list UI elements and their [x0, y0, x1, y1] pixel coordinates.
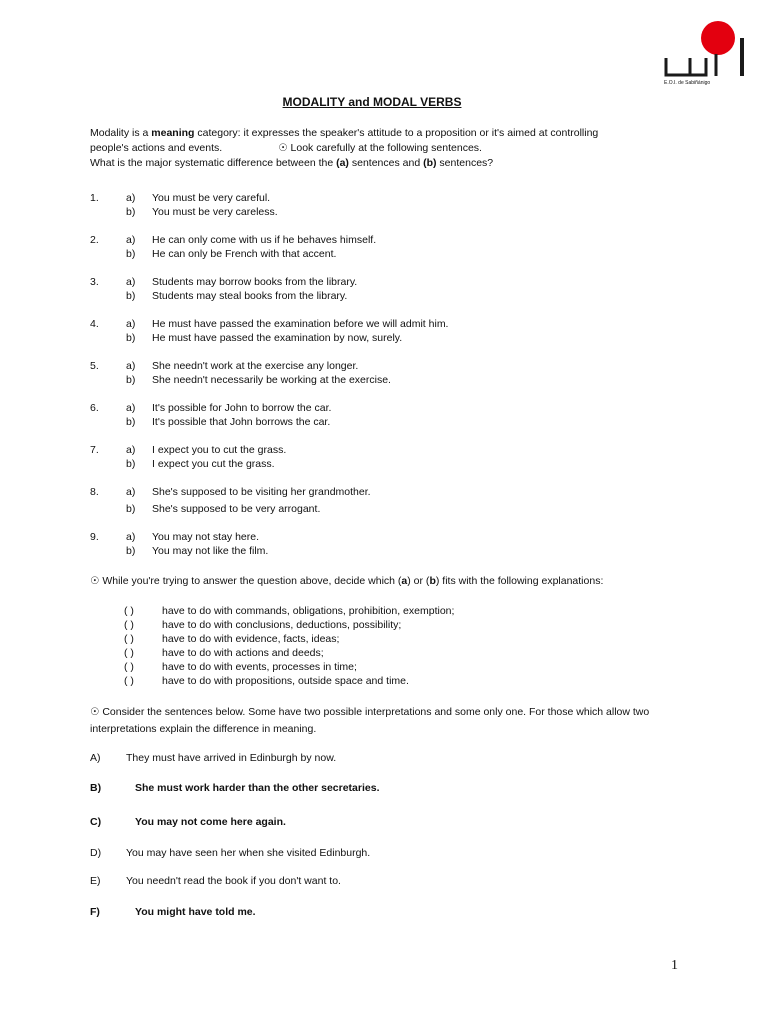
answer-blank[interactable]: ( ) — [124, 675, 134, 687]
intro-line-2: people's actions and events. ☉ Look carefully at the following sentences. — [90, 142, 482, 154]
logo-caption: E.O.I. de Sabiñánigo — [664, 80, 711, 86]
question-1: 1. a) You must be very careful. b) You must be very careless. — [90, 192, 278, 218]
page-title: MODALITY and MODAL VERBS — [282, 95, 462, 109]
question-8: 8. a) She's supposed to be visiting her grandmother. b) She's supposed to be very arrogant. — [90, 486, 371, 515]
question-5: 5. a) She needn't work at the exercise any longer. b) She needn't necessarily be working at the exercise. — [90, 360, 391, 386]
answer-blank[interactable]: ( ) — [124, 605, 134, 617]
eoi-logo-icon — [660, 18, 756, 102]
question-6: 6. a) It's possible for John to borrow the car. b) It's possible that John borrows the car. — [90, 402, 332, 428]
question-2: 2. a) He can only come with us if he behaves himself. b) He can only be French with that accent. — [90, 234, 377, 260]
question-9: 9. a) You may not stay here. b) You may not like the film. — [90, 531, 269, 557]
page-number: 1 — [671, 958, 678, 973]
question-4: 4. a) He must have passed the examination before we will admit him. b) He must have passed the examination by now, surely. — [90, 318, 449, 344]
intro-paragraph — [90, 126, 690, 171]
answer-blank[interactable]: ( ) — [124, 647, 134, 659]
question-7: 7. a) I expect you to cut the grass. b) I expect you cut the grass. — [90, 444, 287, 470]
consider-instruction: ☉ Consider the sentences below. Some have two possible interpretations and some only one. For those which allow two interpretations explain the difference in meaning. — [90, 706, 650, 735]
school-logo — [660, 18, 756, 102]
answer-blank[interactable]: ( ) — [124, 619, 134, 631]
logo-red-circle — [701, 21, 735, 55]
intro-line-3: What is the major systematic difference between the (a) sentences and (b) sentences? — [90, 157, 494, 169]
intro-line-1: Modality is a meaning category: it expresses the speaker's attitude to a proposition or it's aimed at controlling — [90, 127, 599, 139]
answer-blank[interactable]: ( ) — [124, 633, 134, 645]
answer-blank[interactable]: ( ) — [124, 661, 134, 673]
explanations-instruction: ☉ While you're trying to answer the question above, decide which (a) or (b) fits with the following explanations: — [90, 575, 604, 587]
question-3: 3. a) Students may borrow books from the library. b) Students may steal books from the library. — [90, 276, 358, 302]
